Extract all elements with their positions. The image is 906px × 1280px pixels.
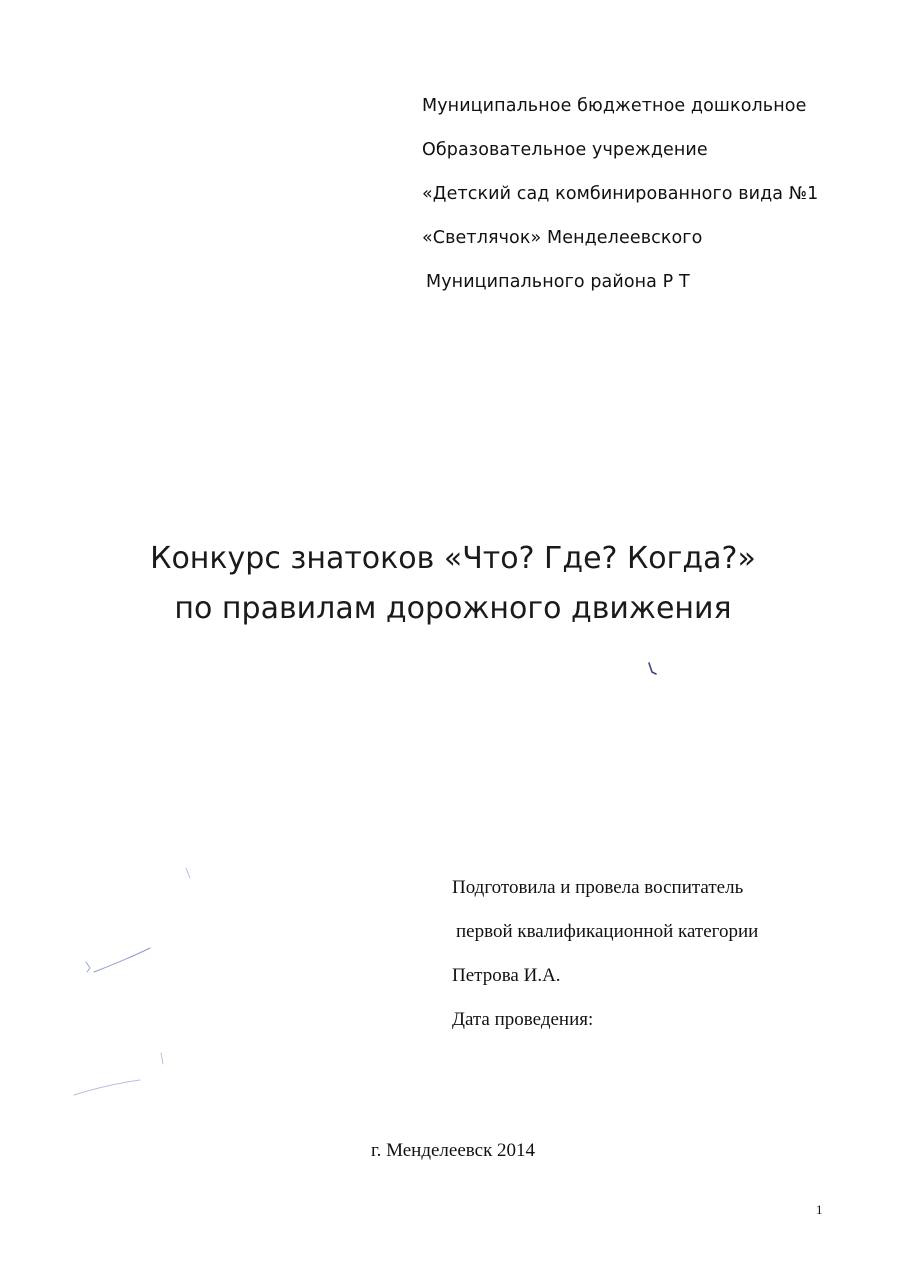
- institution-line-3: «Детский сад комбинированного вида №1: [422, 184, 819, 204]
- pen-mark-left-2: [86, 962, 90, 972]
- page-number: 1: [816, 1202, 823, 1217]
- pen-mark-left-3: [186, 868, 190, 878]
- institution-line-4: «Светлячок» Менделеевского: [422, 228, 703, 248]
- pen-mark-title-tick: [649, 663, 656, 674]
- author-role-line: Подготовила и провела воспитатель: [452, 877, 744, 898]
- pen-mark-left-1: [94, 948, 150, 972]
- pen-mark-left-5: [161, 1053, 163, 1064]
- document-title: [0, 534, 906, 634]
- title-line-2: по правилам дорожного движения: [174, 591, 732, 626]
- event-date-label: Дата проведения:: [452, 1009, 594, 1030]
- author-name: Петрова И.А.: [452, 965, 561, 986]
- author-block: [452, 866, 892, 1042]
- author-category-line: первой квалификационной категории: [456, 921, 759, 942]
- institution-line-2: Образовательное учреждение: [422, 140, 708, 160]
- institution-header: [422, 84, 862, 304]
- title-line-1: Конкурс знатоков «Что? Где? Когда?»: [150, 541, 756, 576]
- place-and-year: г. Менделеевск 2014: [370, 1140, 536, 1161]
- institution-line-1: Муниципальное бюджетное дошкольное: [422, 96, 807, 116]
- pen-mark-left-4: [74, 1080, 140, 1095]
- institution-line-5: Муниципального района Р Т: [426, 272, 690, 292]
